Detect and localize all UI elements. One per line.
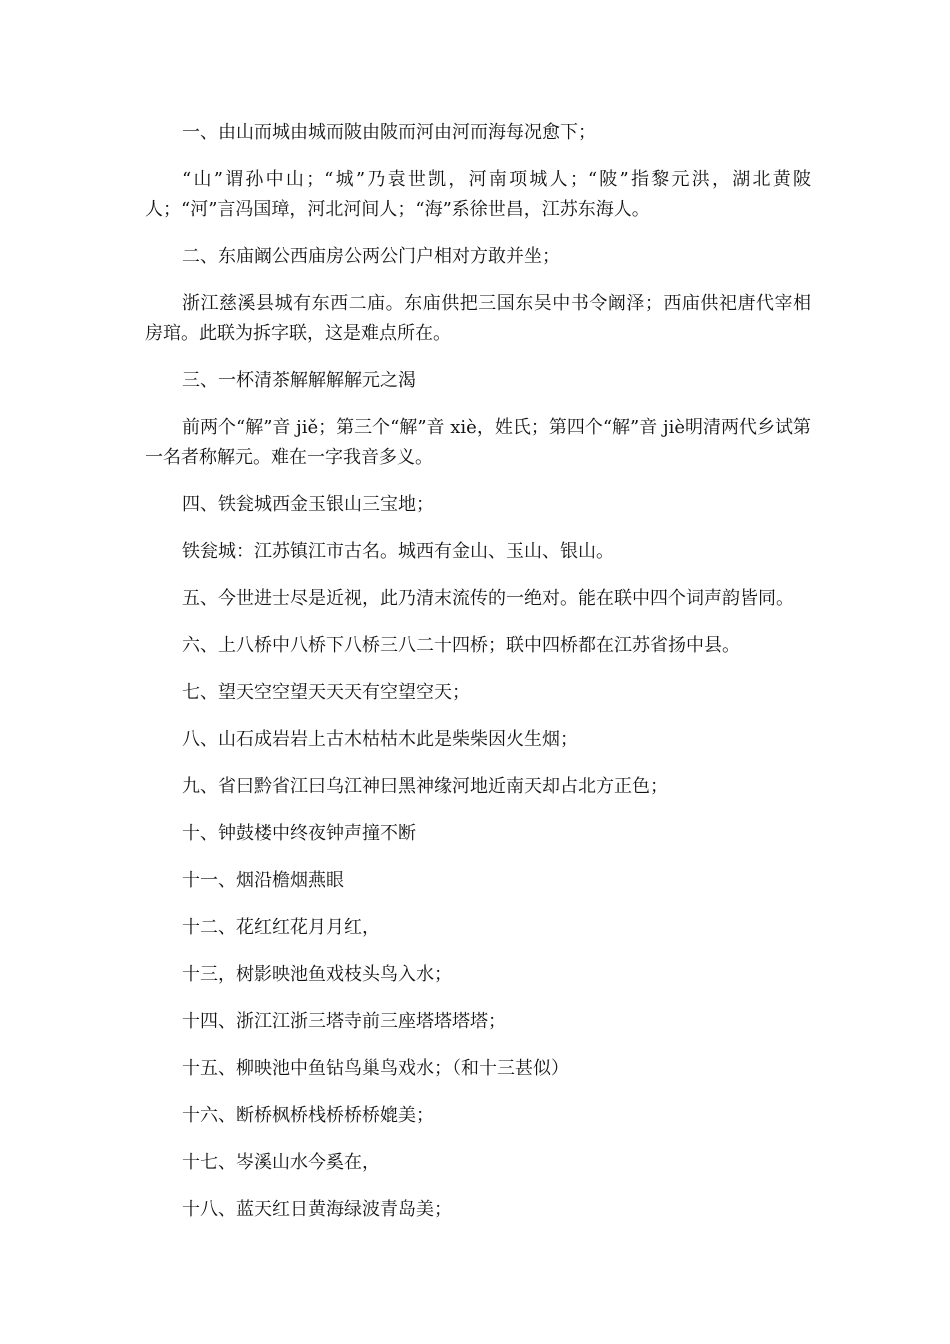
paragraph-1: 一、由山而城由城而陂由陂而河由河而海每况愈下；	[182, 122, 596, 143]
paragraph-11: 七、望天空空望天天天有空望空天；	[182, 682, 470, 703]
paragraph-17: 十三，树影映池鱼戏枝头鸟入水；	[182, 964, 452, 985]
paragraph-9: 五、今世进士尽是近视，此乃清末流传的一绝对。能在联中四个词声韵皆同。	[182, 588, 794, 609]
paragraph-22: 十八、蓝天红日黄海绿波青岛美；	[182, 1199, 452, 1220]
paragraph-5: 三、一杯清茶解解解解元之渴	[182, 370, 416, 391]
paragraph-2: “山”谓孙中山；“城”乃袁世凯，河南项城人；“陂”指黎元洪，湖北黄陂人；“河”言冯国璋，河北河间人；“海”系徐世昌，江苏东海人。	[145, 169, 811, 220]
paragraph-10: 六、上八桥中八桥下八桥三八二十四桥；联中四桥都在江苏省扬中县。	[182, 635, 740, 656]
paragraph-19: 十五、柳映池中鱼钻鸟巢鸟戏水；（和十三甚似）	[182, 1058, 569, 1079]
paragraph-14: 十、钟鼓楼中终夜钟声撞不断	[182, 823, 416, 844]
paragraph-6: 前两个“解”音 jiě；第三个“解”音 xiè，姓氏；第四个“解”音 jiè明清两代乡试第一名者称解元。难在一字我音多义。	[145, 417, 811, 468]
paragraph-12: 八、山石成岩岩上古木枯枯木此是柴柴因火生烟；	[182, 729, 578, 750]
paragraph-8: 铁瓮城：江苏镇江市古名。城西有金山、玉山、银山。	[182, 541, 614, 562]
paragraph-16: 十二、花红红花月月红，	[182, 917, 380, 938]
document-body	[145, 118, 811, 1242]
paragraph-15: 十一、烟沿檐烟燕眼	[182, 870, 344, 891]
paragraph-20: 十六、断桥枫桥栈桥桥桥媲美；	[182, 1105, 434, 1126]
paragraph-4: 浙江慈溪县城有东西二庙。东庙供把三国东吴中书令阚泽；西庙供祀唐代宰相房琯。此联为拆字联，这是难点所在。	[145, 293, 811, 344]
paragraph-21: 十七、岑溪山水今奚在，	[182, 1152, 380, 1173]
paragraph-3: 二、东庙阚公西庙房公两公门户相对方敢并坐；	[182, 246, 560, 267]
paragraph-18: 十四、浙江江浙三塔寺前三座塔塔塔塔；	[182, 1011, 506, 1032]
paragraph-13: 九、省曰黔省江曰乌江神曰黑神缘河地近南天却占北方正色；	[182, 776, 668, 797]
paragraph-7: 四、铁瓮城西金玉银山三宝地；	[182, 494, 434, 515]
